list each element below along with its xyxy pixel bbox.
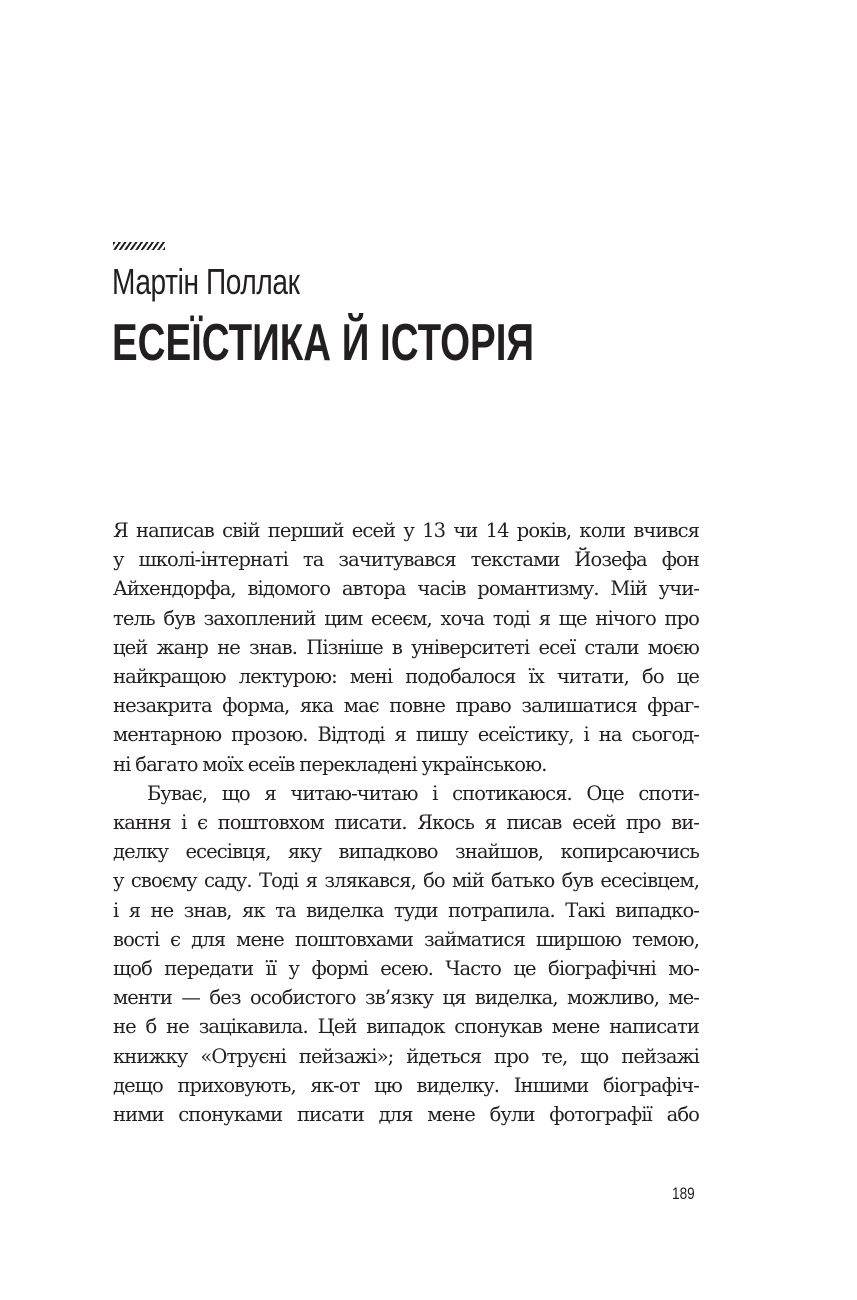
text-line: у школі-інтернаті та зачитувався текстами Йозефа фон bbox=[113, 548, 699, 572]
text-line: щоб передати її у формі есею. Часто це біографічні мо- bbox=[113, 957, 699, 981]
text-line: ні багато моїх есеїв перекладені українською. bbox=[113, 752, 547, 776]
text-line: у своєму саду. Тоді я злякався, бо мій батько був есесівцем, bbox=[113, 869, 699, 893]
text-line: Буває, що я читаю-читаю і спотикаюся. Оце споти- bbox=[147, 781, 699, 805]
text-line: дещо приховують, як-от цю виделку. Іншими біографіч- bbox=[113, 1073, 699, 1097]
text-line: не б не зацікавила. Цей випадок спонукав мене написати bbox=[113, 1015, 699, 1039]
text-line: менти — без особистого зв’язку ця виделка, можливо, ме- bbox=[113, 986, 699, 1010]
text-line: незакрита форма, яка має повне право залишатися фраг- bbox=[113, 694, 699, 718]
page-number: 189 bbox=[672, 1184, 695, 1203]
text-line: ментарною прозою. Відтоді я пишу есеїстику, і на сьогод- bbox=[113, 723, 699, 747]
paragraph bbox=[113, 516, 699, 779]
text-line: делку есесівця, яку випадково знайшов, копирсаючись bbox=[113, 840, 699, 864]
paragraph bbox=[113, 779, 699, 1129]
text-line: ними спонуками писати для мене були фотографії або bbox=[113, 1103, 699, 1127]
text-line: кання і є поштовхом писати. Якось я писав есей про ви- bbox=[113, 811, 699, 835]
text-line: Я написав свій перший есей у 13 чи 14 років, коли вчився bbox=[113, 519, 699, 542]
text-line: цей жанр не знав. Пізніше в університеті есеї стали моєю bbox=[113, 635, 699, 659]
text-line: Айхендорфа, відомого автора часів романтизму. Мій учи- bbox=[113, 577, 699, 601]
header-ornament bbox=[113, 242, 165, 250]
body-text bbox=[113, 516, 699, 1129]
text-line: книжку «Отруєні пейзажі»; йдеться про те, що пейзажі bbox=[113, 1044, 699, 1068]
text-line: найкращою лектурою: мені подобалося їх читати, бо це bbox=[113, 665, 699, 689]
text-line: вості є для мене поштовхами займатися ширшою темою, bbox=[113, 927, 699, 951]
author-name: Мартін Поллак bbox=[112, 261, 300, 302]
text-line: тель був захоплений цим есеєм, хоча тоді я ще нічого про bbox=[113, 606, 699, 630]
text-line: і я не знав, як та виделка туди потрапила. Такі випадко- bbox=[113, 898, 699, 922]
chapter-title: ЕСЕЇСТИКА Й ІСТОРІЯ bbox=[112, 314, 535, 372]
